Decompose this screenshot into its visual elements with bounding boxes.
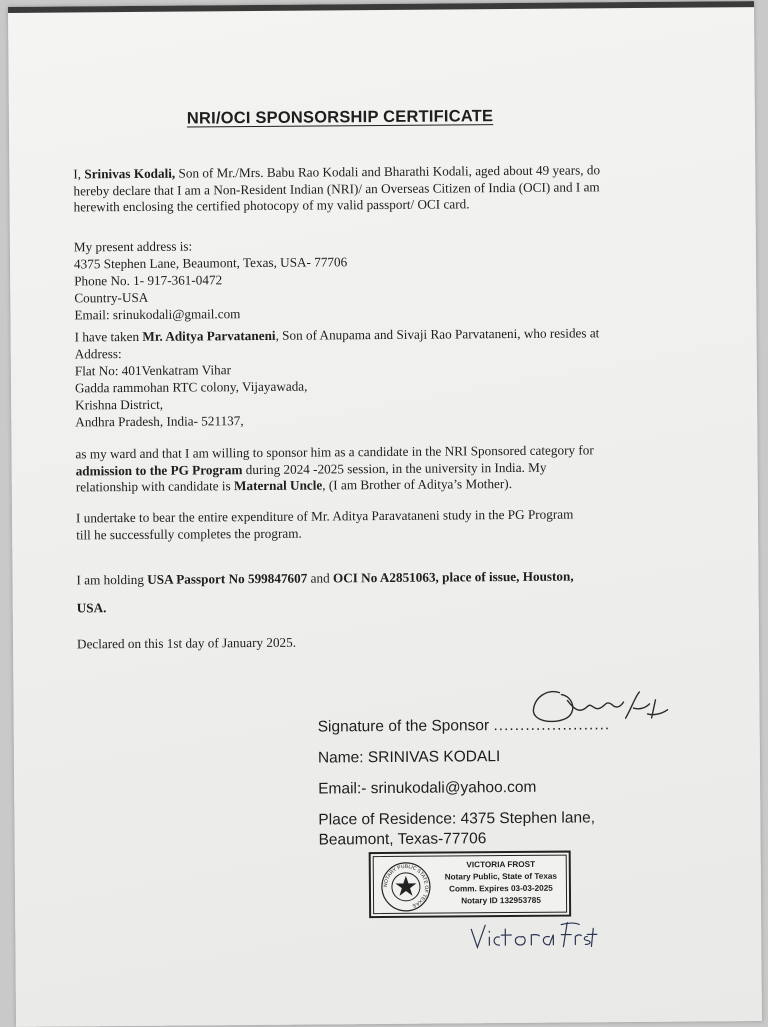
sponsor-name-inline: Srinivas Kodali, bbox=[84, 165, 176, 182]
address-country: Country-USA bbox=[74, 289, 149, 306]
sponsorship-paragraph bbox=[75, 442, 675, 496]
sponsorship-line-2: admission to the PG Program during 2024 -2025 session, in the university in India. My bbox=[75, 459, 547, 478]
notary-seal-icon bbox=[380, 861, 432, 913]
ward-address-state: Andhra Pradesh, India- 521137, bbox=[75, 413, 244, 430]
declaration-line-1: I, Srinivas Kodali, Son of Mr./Mrs. Babu Rao Kodali and Bharathi Kodali, aged about 49 years, do bbox=[73, 162, 601, 182]
sponsor-residence bbox=[318, 808, 595, 850]
sponsor-signature-icon bbox=[521, 678, 691, 735]
page-top-edge bbox=[8, 1, 754, 13]
ward-line-1: I have taken Mr. Aditya Parvataneni, Son of Anupama and Sivaji Rao Parvataneni, who resides at bbox=[74, 325, 600, 345]
residence-line-2: Beaumont, Texas-77706 bbox=[318, 830, 487, 849]
passport-paragraph bbox=[76, 562, 676, 623]
address-email: Email: srinukodali@gmail.com bbox=[74, 306, 241, 323]
undertaking-line-2: till he successfully completes the program. bbox=[76, 525, 302, 542]
ward-name-inline: Mr. Aditya Parvataneni bbox=[142, 327, 276, 344]
certificate-page bbox=[8, 1, 762, 1027]
undertaking-line-1: I undertake to bear the entire expenditure of Mr. Aditya Paravataneni study in the PG Program bbox=[75, 506, 574, 526]
sponsor-signature-line: Signature of the Sponsor ...................... bbox=[317, 716, 611, 736]
sponsor-address-block bbox=[74, 234, 675, 324]
ward-block bbox=[75, 324, 676, 431]
sponsor-email: Email:- srinukodali@yahoo.com bbox=[318, 778, 537, 798]
undertaking-paragraph bbox=[76, 506, 676, 544]
notary-state: Notary Public, State of Texas bbox=[444, 871, 557, 882]
residence-line-1: Place of Residence: 4375 Stephen lane, bbox=[318, 809, 596, 829]
notary-id: Notary ID 132953785 bbox=[461, 895, 541, 906]
declared-date: Declared on this 1st day of January 2025. bbox=[76, 634, 297, 652]
ward-address-flat: Flat No: 401Venkatram Vihar bbox=[74, 362, 232, 379]
address-phone: Phone No. 1- 917-361-0472 bbox=[74, 272, 223, 289]
sponsorship-line-1: as my ward and that I am willing to sponsor him as a candidate in the NRI Sponsored category for bbox=[75, 442, 594, 462]
notary-signature-icon bbox=[467, 914, 597, 955]
page-title: NRI/OCI SPONSORSHIP CERTIFICATE bbox=[186, 107, 494, 128]
notary-name: VICTORIA FROST bbox=[466, 859, 536, 870]
declaration-paragraph bbox=[73, 162, 673, 216]
ward-address-label: Address: bbox=[74, 346, 122, 362]
address-heading: My present address is: bbox=[73, 238, 193, 255]
passport-line-2: USA. bbox=[76, 600, 107, 616]
passport-line-1: I am holding USA Passport No 599847607 and OCI No A2851063, place of issue, Houston, bbox=[76, 568, 574, 588]
sponsorship-line-3: relationship with candidate is Maternal Uncle, (I am Brother of Aditya’s Mother). bbox=[75, 476, 513, 495]
sponsor-name: Name: SRINIVAS KODALI bbox=[317, 748, 501, 767]
address-street: 4375 Stephen Lane, Beaumont, Texas, USA- 77706 bbox=[73, 254, 348, 272]
ward-address-colony: Gadda rammohan RTC colony, Vijayawada, bbox=[74, 378, 308, 396]
notary-stamp bbox=[369, 851, 572, 919]
declaration-line-2: hereby declare that I am a Non-Resident Indian (NRI)/ an Overseas Citizen of India (OCI) and I am bbox=[73, 178, 600, 198]
declaration-line-3: herewith enclosing the certified photocopy of my valid passport/ OCI card. bbox=[73, 196, 470, 215]
seal-text: NOTARY PUBLIC STATE OF TEXAS bbox=[382, 863, 429, 909]
ward-address-district: Krishna District, bbox=[75, 396, 164, 413]
notary-stamp-text bbox=[434, 859, 568, 908]
notary-expiry: Comm. Expires 03-03-2025 bbox=[449, 883, 553, 894]
